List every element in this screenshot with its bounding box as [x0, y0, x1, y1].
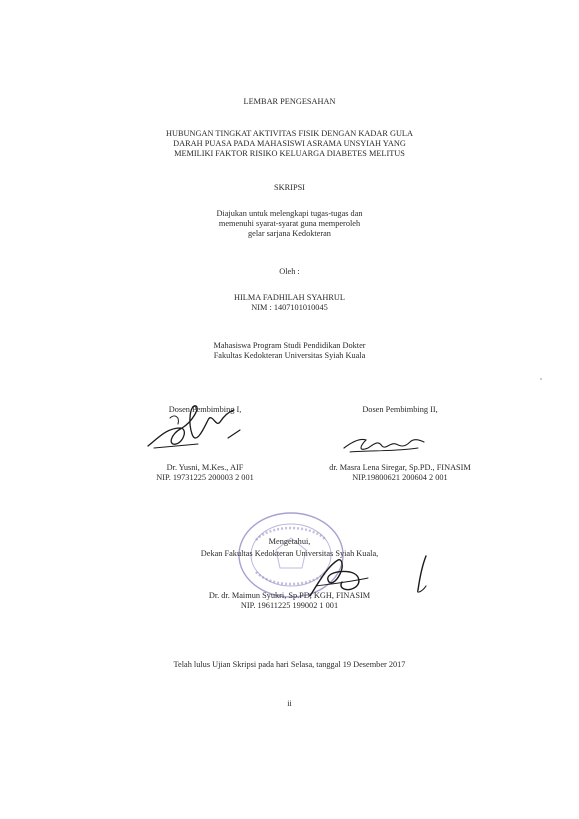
title-line-2: DARAH PUASA PADA MAHASISWI ASRAMA UNSYIAH YANG: [173, 139, 406, 148]
supervisor1-signature: [140, 398, 250, 458]
affiliation-line-2: Fakultas Kedokteran Universitas Syiah Kuala: [213, 351, 366, 360]
purpose-line-2: memenuhi syarat-syarat guna memperoleh: [218, 219, 361, 228]
supervisor2-label: Dosen Pembimbing II,: [362, 405, 438, 414]
purpose-line-3: gelar sarjana Kedokteran: [248, 229, 331, 238]
affiliation-line-1: Mahasiswa Program Studi Pendidikan Dokter: [213, 341, 366, 350]
title-line-1: HUBUNGAN TINGKAT AKTIVITAS FISIK DENGAN KADAR GULA: [165, 129, 413, 138]
dean-nip: NIP. 19611225 199002 1 001: [240, 601, 339, 610]
approval-label: Mengetahui,: [268, 537, 311, 546]
dean-name: Dr. dr. Maimun Syukri, Sp.PD, KGH, FINASIM: [208, 591, 371, 600]
page-number: ii: [287, 699, 292, 708]
supervisor1-name: Dr. Yusni, M.Kes., AIF: [166, 463, 244, 472]
title-line-3: MEMILIKI FAKTOR RISIKO KELUARGA DIABETES MELITUS: [174, 149, 405, 158]
scan-speck: [540, 378, 542, 380]
dean-title: Dekan Fakultas Kedokteran Universitas Syiah Kuala,: [200, 549, 379, 558]
supervisor1-label: Dosen Pembimbing I,: [168, 405, 242, 414]
supervisor1-nip: NIP. 19731225 200003 2 001: [156, 473, 254, 482]
author-nim: NIM : 1407101010045: [251, 303, 328, 312]
page-header: LEMBAR PENGESAHAN: [243, 97, 336, 106]
supervisor2-name: dr. Masra Lena Siregar, Sp.PD., FINASIM: [329, 463, 471, 472]
author-name: HILMA FADHILAH SYAHRUL: [234, 293, 345, 302]
supervisor2-signature: [340, 428, 430, 458]
document-type: SKRIPSI: [274, 183, 305, 192]
purpose-line-1: Diajukan untuk melengkapi tugas-tugas dan: [216, 209, 363, 218]
by-label: Oleh :: [279, 267, 300, 276]
supervisor2-nip: NIP.19800621 200604 2 001: [352, 473, 448, 482]
exam-note: Telah lulus Ujian Skripsi pada hari Selasa, tanggal 19 Desember 2017: [173, 660, 406, 669]
